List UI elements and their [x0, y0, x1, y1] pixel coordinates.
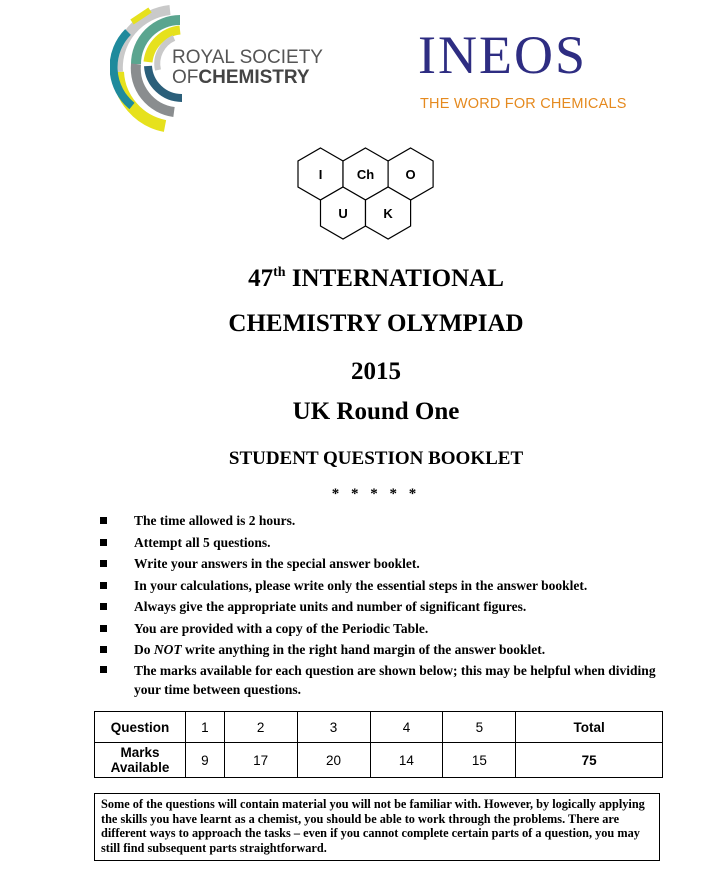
- title-line1: INTERNATIONAL: [285, 265, 504, 292]
- question-number: 1: [186, 712, 225, 743]
- rsc-line2: [172, 68, 323, 87]
- marks-value: 14: [370, 743, 443, 778]
- separator-stars: * * * * *: [331, 486, 421, 502]
- instructions-list: [100, 510, 680, 699]
- marks-label-line2: Available: [110, 760, 170, 775]
- instruction-item: [100, 618, 680, 640]
- question-number: 5: [443, 712, 516, 743]
- instruction-item: [100, 639, 680, 661]
- bullet-square-icon: [100, 603, 107, 610]
- bullet-square-icon: [100, 625, 107, 632]
- hexagon-label: K: [383, 206, 393, 221]
- edition-ordinal: th: [273, 265, 286, 280]
- rsc-wordmark: [172, 48, 323, 87]
- hexagon-cluster: [296, 146, 456, 250]
- olympiad-number-title: [0, 265, 728, 293]
- marks-value: 20: [297, 743, 370, 778]
- booklet-title: STUDENT QUESTION BOOKLET: [228, 448, 524, 469]
- instruction-emphasis: NOT: [153, 642, 182, 657]
- bullet-square-icon: [100, 560, 107, 567]
- hexagon-label: U: [338, 206, 348, 221]
- marks-available-header: [95, 743, 186, 778]
- hexagon-label: I: [318, 167, 323, 182]
- bullet-square-icon: [100, 517, 107, 524]
- instruction-text: In your calculations, please write only the essential steps in the answer booklet.: [134, 577, 588, 593]
- instruction-text: Attempt all 5 questions.: [134, 534, 271, 550]
- instruction-item: [100, 532, 680, 554]
- marks-table: [94, 711, 663, 778]
- bullet-square-icon: [100, 539, 107, 546]
- instruction-text: The marks available for each question are shown below; this may be helpful when dividing your time between questions.: [134, 662, 656, 697]
- rsc-of: OF: [172, 67, 199, 88]
- instruction-text: You are provided with a copy of the Periodic Table.: [134, 620, 429, 636]
- icho-uk-logo: [296, 146, 456, 250]
- instruction-post: write anything in the right hand margin of the answer booklet.: [181, 642, 546, 657]
- title-year: 2015: [351, 358, 401, 385]
- question-number: 2: [224, 712, 297, 743]
- instruction-item: [100, 553, 680, 575]
- title-line2: CHEMISTRY OLYMPIAD: [228, 310, 524, 337]
- marks-value: 17: [224, 743, 297, 778]
- marks-total: 75: [516, 743, 663, 778]
- hexagon-label: O: [405, 167, 416, 182]
- bullet-square-icon: [100, 666, 107, 673]
- table-row: [95, 743, 663, 778]
- question-number: 4: [370, 712, 443, 743]
- ineos-tagline: THE WORD FOR CHEMICALS: [420, 96, 627, 112]
- marks-value: 15: [443, 743, 516, 778]
- marks-value: 9: [186, 743, 225, 778]
- instruction-item: [100, 510, 680, 532]
- total-header: Total: [516, 712, 663, 743]
- rsc-chemistry: CHEMISTRY: [198, 67, 310, 88]
- title-round: UK Round One: [292, 398, 460, 425]
- instruction-text: The time allowed is 2 hours.: [134, 513, 296, 528]
- hexagon-label: Ch: [356, 167, 375, 182]
- marks-label-line1: Marks: [120, 745, 160, 760]
- note-box: Some of the questions will contain material you will not be familiar with. However, by logically applying the skills you have learnt as a chemist, you should be able to work through the problems. There are different ways to approach the tasks – even if you cannot complete certain parts of a question, you may still find subsequent parts straightforward.: [94, 793, 660, 861]
- instruction-text: Always give the appropriate units and number of significant figures.: [134, 599, 527, 614]
- instruction-item: [100, 596, 680, 618]
- question-number: 3: [297, 712, 370, 743]
- instruction-text: Write your answers in the special answer booklet.: [134, 556, 420, 571]
- instruction-pre: Do: [134, 642, 154, 657]
- bullet-square-icon: [100, 646, 107, 653]
- edition-number: 47: [248, 265, 274, 292]
- rsc-line1: ROYAL SOCIETY: [172, 47, 323, 68]
- question-header: Question: [95, 712, 186, 743]
- instruction-item: [100, 575, 680, 597]
- table-row: [95, 712, 663, 743]
- ineos-wordmark: INEOS: [418, 25, 587, 85]
- bullet-square-icon: [100, 582, 107, 589]
- instruction-item: [100, 661, 680, 699]
